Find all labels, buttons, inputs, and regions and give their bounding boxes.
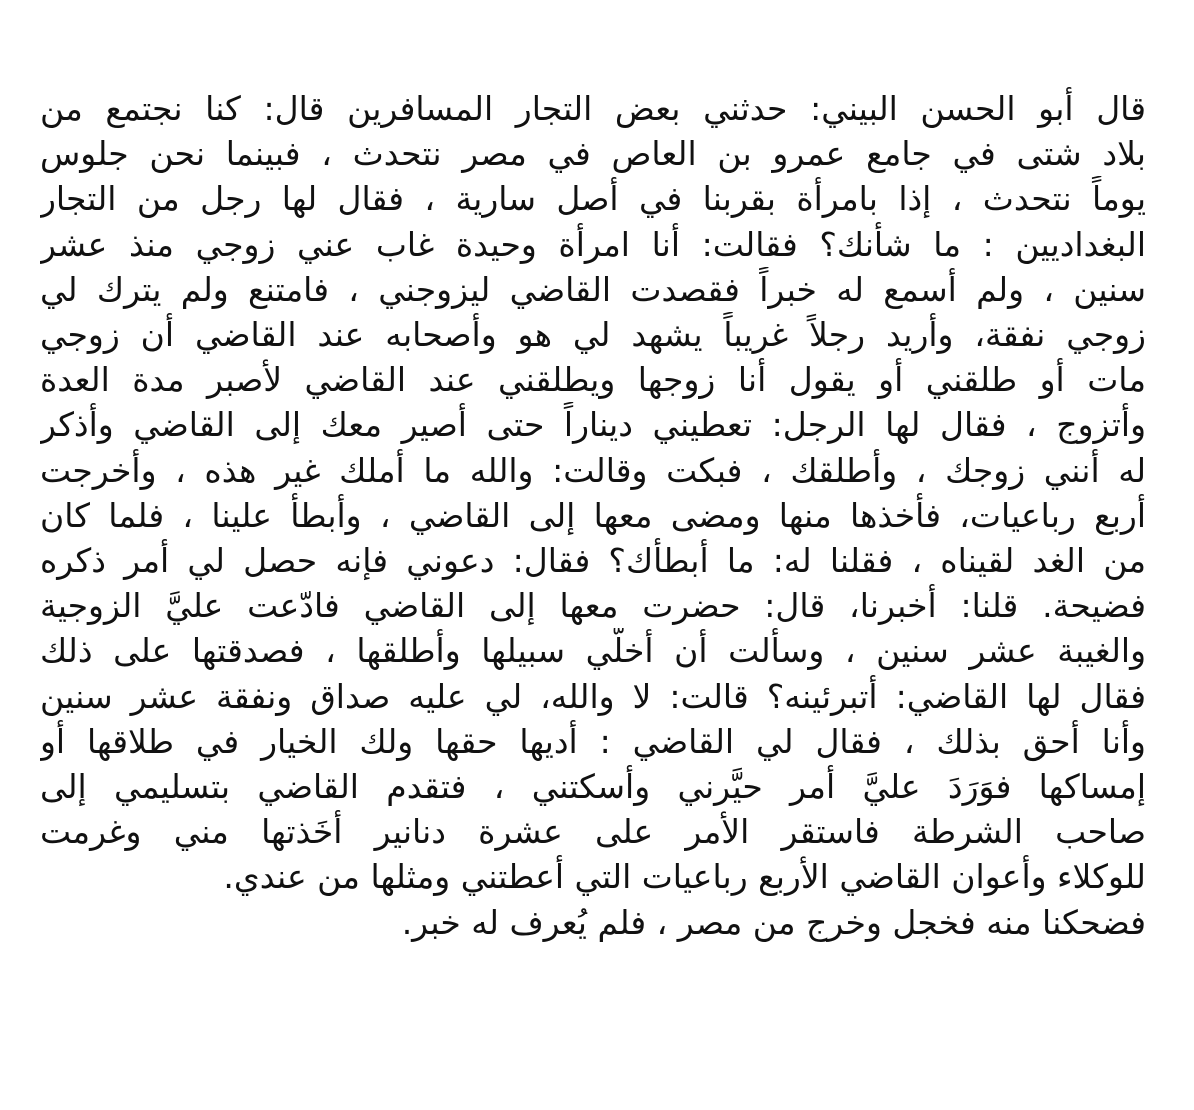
text-line-17: صاحب الشرطة فاستقر الأمر على عشرة دنانير أخَذتها مني وغرمت: [40, 812, 1146, 852]
text-line-11: من الغد لقيناه ، فقلنا له: ما أبطأك؟ فقال: دعوني فإنه حصل لي أمر ذكره: [40, 541, 1146, 581]
text-line-12: فضيحة. قلنا: أخبرنا، قال: حضرت معها إلى القاضي فادّعت عليَّ الزوجية: [40, 586, 1146, 626]
text-line-9: له أنني زوجك ، وأطلقك ، فبكت وقالت: والله ما أملك غير هذه ، وأخرجت: [40, 450, 1146, 490]
text-line-18: للوكلاء وأعوان القاضي الأربع رباعيات التي أعطتني ومثلها من عندي.: [223, 857, 1146, 897]
text-line-1: قال أبو الحسن البيني: حدثني بعض التجار المسافرين قال: كنا نجتمع من: [40, 89, 1146, 128]
text-line-8: وأتزوج ، فقال لها الرجل: تعطيني ديناراً حتى أصير معك إلى القاضي وأذكر: [40, 405, 1146, 445]
text-line-6: زوجي نفقة، وأريد رجلاً غريباً يشهد لي هو وأصحابه عند القاضي أن زوجي: [40, 315, 1146, 355]
text-line-3: يوماً نتحدث ، إذا بامرأة بقربنا في أصل سارية ، فقال لها رجل من التجار: [40, 179, 1146, 219]
text-line-19: فضحكنا منه فخجل وخرج من مصر ، فلم يُعرف له خبر.: [401, 902, 1146, 942]
text-line-13: والغيبة عشر سنين ، وسألت أن أخلّي سبيلها وأطلقها ، فصدقتها على ذلك: [40, 631, 1146, 671]
text-line-14: فقال لها القاضي: أتبرئينه؟ قالت: لا والله، لي عليه صداق ونفقة عشر سنين: [40, 676, 1146, 716]
text-line-5: سنين ، ولم أسمع له خبراً فقصدت القاضي ليزوجني ، فامتنع ولم يترك لي: [40, 269, 1146, 309]
text-line-2: بلاد شتى في جامع عمرو بن العاص في مصر نتحدث ، فبينما نحن جلوس: [40, 134, 1146, 174]
text-line-10: أربع رباعيات، فأخذها منها ومضى معها إلى القاضي ، وأبطأ علينا ، فلما كان: [40, 495, 1146, 535]
text-line-16: إمساكها فوَرَدَ عليَّ أمر حيَّرني وأسكتني ، فتقدم القاضي بتسليمي إلى: [40, 767, 1146, 807]
story-text: [40, 86, 1146, 945]
text-line-4: البغداديين : ما شأنك؟ فقالت: أنا امرأة وحيدة غاب عني زوجي منذ عشر: [40, 224, 1146, 264]
text-line-15: وأنا أحق بذلك ، فقال لي القاضي : أديها حقها ولك الخيار في طلاقها أو: [40, 721, 1146, 761]
text-line-7: مات أو طلقني أو يقول أنا زوجها ويطلقني عند القاضي لأصبر مدة العدة: [40, 360, 1146, 400]
